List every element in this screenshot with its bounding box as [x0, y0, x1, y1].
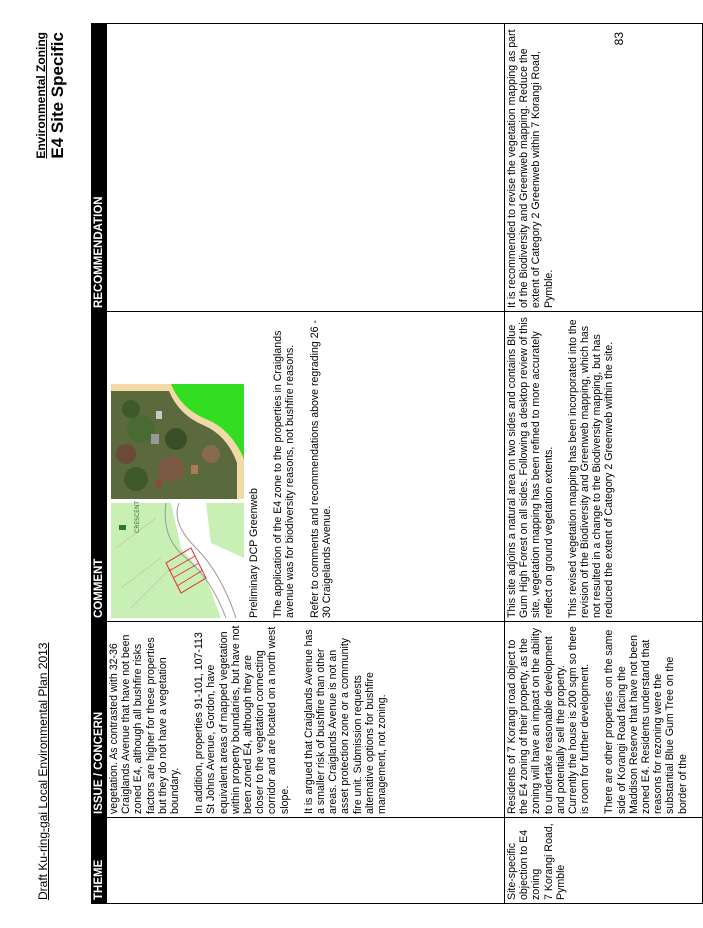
greenweb-map — [111, 500, 244, 618]
theme-text: Site-specific objection to E4 zoning — [506, 829, 543, 900]
issue-cell — [107, 622, 505, 818]
theme-address: 7 Korangi Road, Pymble — [542, 823, 567, 900]
comment-paragraph: Refer to comments and recommendations above regrading 26 - 30 Craigelands Avenue. — [308, 320, 333, 618]
map-pair — [111, 315, 244, 618]
column-header-recommendation: RECOMMENDATION — [92, 24, 107, 312]
column-header-comment: COMMENT — [92, 312, 107, 622]
comment-paragraph: This revised vegetation mapping has been incorporated into the revision of the Biodiversity and Greenweb mapping, which has not resulted in a change to the Biodiversity mapping, but has reduced the extent of Category 2 Greenweb within the site. — [566, 319, 616, 618]
theme-cell — [107, 818, 505, 904]
document-title: Draft Ku-ring-gai Local Environmental Plan 2013 — [36, 642, 50, 900]
comment-paragraph: The application of the E4 zone to the properties in Craiglands avenue was for biodiversity reasons, not bushfire reasons. — [272, 330, 297, 618]
issue-paragraph: vegetation. As contrasted with 32-36 Craiglands Avenue that have not been zoned E4, although all bushfire risks factors are higher for these properties but they do not have a vegetation boundary. — [108, 634, 182, 814]
recommendation-cell — [107, 24, 505, 312]
section-header — [34, 32, 68, 159]
recommendation-paragraph: It is recommended to revise the vegetation mapping as part of the Biodiversity and Greenweb mapping. Reduce the extent of Category 2 Greenweb within 7 Korangi Road, Pymble. — [506, 29, 555, 308]
section-label: Environmental Zoning — [34, 32, 48, 159]
comment-paragraph: This site adjoins a natural area on two sides and contains Blue Gum High Forest on all sides. Following a desktop review of this site, vegetation mapping has been refined to more accurately reflect on ground vegetation extents. — [506, 317, 555, 618]
comment-cell — [107, 312, 505, 622]
issue-cell — [505, 622, 703, 818]
table-row — [505, 24, 703, 904]
issue-paragraph: Residents of 7 Korangi road object to the E4 zoning of their property, as the zoning will have an impact on the ability to undertake reasonable development and potentially sell the property. Currently the house is 200 sqm so there is room for further development. — [506, 626, 592, 814]
theme-cell — [505, 818, 703, 904]
issue-paragraph: It is argued that Craiglands Avenue has a smaller risk of bushfire than other areas. Craiglands Avenue is not an asset protection zone or a community fire unit. Submission requests alternative options for bushfire management, not zoning. — [302, 629, 389, 814]
svg-text:CRESCENT: CRESCENT — [134, 500, 141, 533]
issue-paragraph: In addition, properties 91-101, 107-113 St Johns Avenue, Gordon, have equivalent areas of mapped vegetation within property boundaries, but have not been zoned E4, although they are closer to the vegetation connecting corridor and are located on a north west slope. — [193, 625, 291, 814]
page-title: E4 Site Specific — [48, 32, 67, 159]
column-header-issue: ISSUE / CONCERN — [92, 622, 107, 818]
column-header-theme: THEME — [92, 818, 107, 904]
submissions-table — [91, 23, 703, 904]
aerial-photo — [111, 384, 244, 499]
page-number: 83 — [612, 32, 626, 46]
table-header-row — [92, 24, 107, 904]
recommendation-cell — [505, 24, 703, 312]
comment-cell — [505, 312, 703, 622]
map-caption: Preliminary DCP Greenweb — [248, 488, 260, 618]
issue-paragraph: There are other properties on the same side of Korangi Road facing the Maddison Reserve that have not been zoned E4. Residents understand that reasons for rezoning were the substantial Blue Gum Tree on the border of the — [603, 629, 689, 814]
table-row — [107, 24, 505, 904]
